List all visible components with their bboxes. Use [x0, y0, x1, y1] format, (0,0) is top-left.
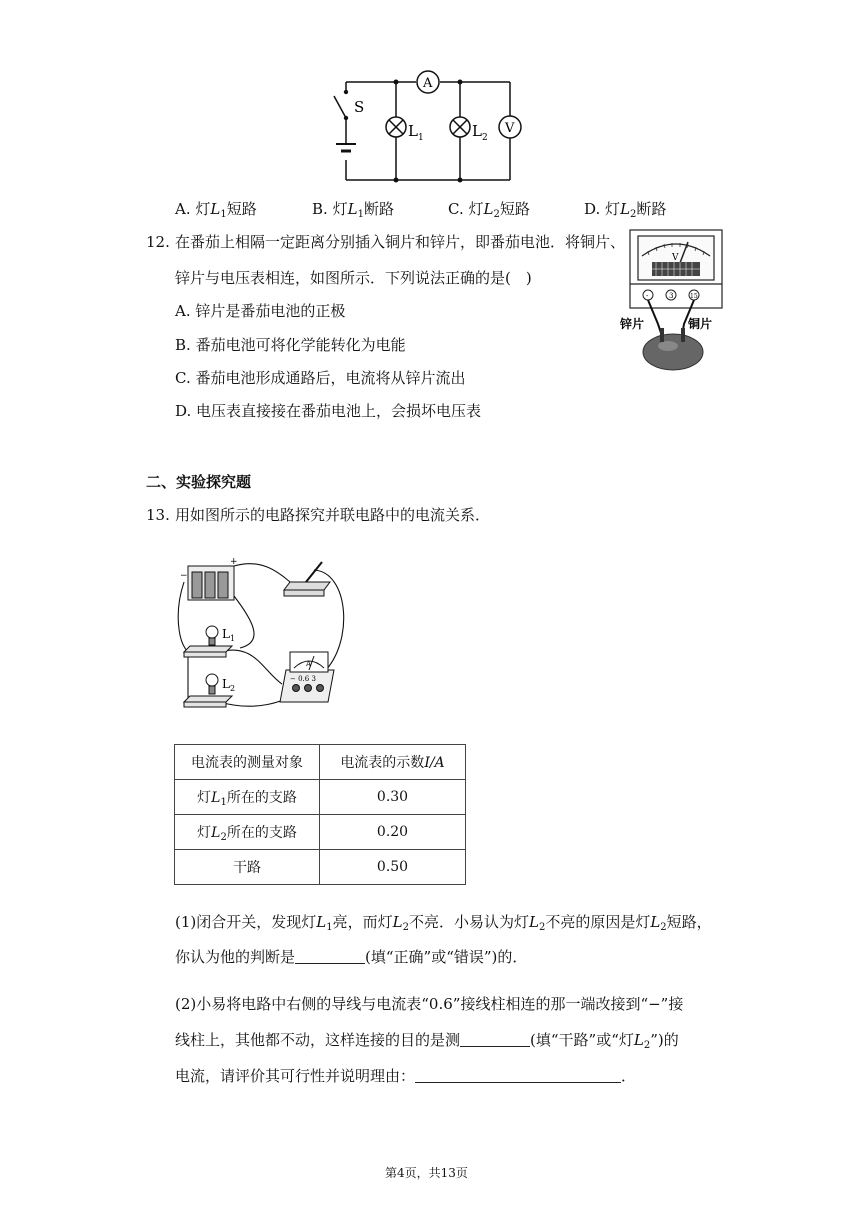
q12-terminal-3: 3: [669, 292, 674, 300]
table-header-row: [175, 745, 466, 780]
answer-blank[interactable]: [295, 949, 365, 964]
q13-ammeter-terminals: − 0.6 3: [290, 675, 316, 683]
q13-sub2-line2: 线柱上，其他都不动，这样连接的目的是测 (填“干路”或“灯$L_2$”)的: [175, 1031, 679, 1051]
table-row: [175, 815, 466, 850]
q12-terminal-15: 15: [690, 293, 698, 300]
table-header-cell: 电流表的示数I/A: [320, 745, 466, 780]
q11-option-b: B. 灯$L_1$断路: [312, 200, 394, 220]
q13-ammeter-label: A: [306, 660, 312, 668]
q13-sub2-line3: 电流，请评价其可行性并说明理由： ．: [175, 1067, 637, 1085]
q11-switch-label: S: [354, 98, 365, 116]
q12-zinc-label: 锌片: [620, 317, 645, 331]
q12-option-b: B. 番茄电池可将化学能转化为电能: [175, 336, 406, 354]
q11-voltmeter-label: V: [505, 121, 515, 136]
q11-option-a: A. 灯$L_1$短路: [175, 200, 257, 220]
q13-number: 13.: [146, 506, 170, 524]
answer-blank[interactable]: [460, 1032, 530, 1047]
table-header-cell: 电流表的测量对象: [175, 745, 320, 780]
q12-option-c: C. 番茄电池形成通路后，电流将从锌片流出: [175, 369, 466, 387]
table-cell: 0.50: [320, 850, 466, 885]
q13-data-table: [174, 744, 466, 885]
q11-lamp2-label: $L_2$: [472, 122, 488, 143]
q13-battery-plus: +: [230, 557, 238, 567]
q13-battery-minus: −: [180, 571, 188, 581]
q13-sub1-line2: 你认为他的判断是 (填“正确”或“错误”)的．: [175, 948, 528, 966]
table-cell: 0.30: [320, 780, 466, 815]
q11-lamp1-label: $L_1$: [408, 122, 424, 143]
section-title: 二、实验探究题: [146, 473, 252, 491]
q13-sub1-line1: (1)闭合开关，发现灯$L_1$亮，而灯$L_2$不亮．小易认为灯$L_2$不亮的原因是灯$L_2$短路，: [175, 913, 712, 933]
q12-option-a: A. 锌片是番茄电池的正极: [175, 302, 346, 320]
q11-option-d: D. 灯$L_2$断路: [584, 200, 667, 220]
q13-circuit-figure: [174, 552, 354, 717]
q12-stem-line2: 锌片与电压表相连，如图所示．下列说法正确的是( ): [175, 269, 532, 287]
table-row: [175, 780, 466, 815]
q12-tomato-battery-figure: [618, 228, 733, 376]
answer-blank[interactable]: [415, 1068, 621, 1083]
table-cell: 干路: [175, 850, 320, 885]
q11-option-c: C. 灯$L_2$短路: [448, 200, 530, 220]
q13-lamp2-label: $L_2$: [222, 677, 236, 693]
q12-terminal-minus: -: [646, 292, 649, 300]
page-footer: 第4页，共13页: [385, 1166, 468, 1180]
table-cell: 灯$L_2$所在的支路: [175, 815, 320, 850]
q13-lamp1-label: $L_1$: [222, 627, 236, 643]
table-cell: 灯$L_1$所在的支路: [175, 780, 320, 815]
q11-ammeter-label: A: [423, 76, 433, 91]
table-cell: 0.20: [320, 815, 466, 850]
q11-circuit-diagram: [320, 62, 530, 188]
q13-stem: 用如图所示的电路探究并联电路中的电流关系．: [175, 506, 491, 524]
table-row: [175, 850, 466, 885]
q12-copper-label: 铜片: [688, 317, 713, 331]
q12-number: 12.: [146, 233, 170, 251]
q12-meter-label: V: [672, 253, 679, 263]
q12-option-d: D. 电压表直接接在番茄电池上，会损坏电压表: [175, 402, 482, 420]
q13-sub2-line1: (2)小易将电路中右侧的导线与电流表“0.6”接线柱相连的那一端改接到“−”接: [175, 995, 684, 1013]
q12-stem-line1: 在番茄上相隔一定距离分别插入铜片和锌片，即番茄电池．将铜片、: [175, 233, 626, 251]
